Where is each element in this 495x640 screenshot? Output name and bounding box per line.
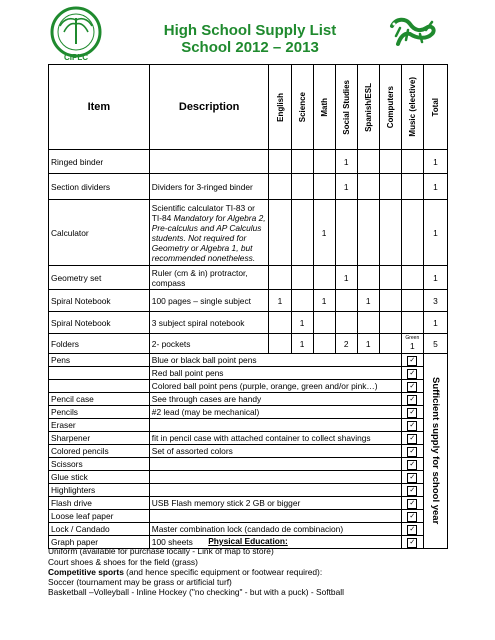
check-cell [401,445,423,458]
count-cell [313,174,335,200]
pe-line: Uniform (available for purchase locally - Link of map to store) [48,546,274,557]
item-cell: Calculator [49,200,150,266]
table-row [49,380,448,393]
item-cell: Lock / Candado [49,523,150,536]
count-cell: Green 1 [401,334,423,354]
count-cell [357,266,379,290]
count-cell: 1 [357,290,379,312]
table-row [49,484,448,497]
item-cell: Pens [49,354,150,367]
table-row [49,200,448,266]
check-cell [401,367,423,380]
count-cell [379,200,401,266]
description-cell: Scientific calculator TI-83 or TI-84 Mandatory for Algebra 2, Pre-calculus and AP Calculus students. Not required for Geometry or Algebra 1, but recommended nonetheless. [149,200,269,266]
col-description: Description [149,65,269,150]
item-cell: Pencil case [49,393,150,406]
count-cell [291,174,313,200]
count-cell [313,150,335,174]
count-cell [401,200,423,266]
physical-education [48,536,448,598]
count-cell [335,200,357,266]
count-cell: 1 [335,174,357,200]
pe-line: Basketball –Volleyball - Inline Hockey ("no checking" - but with a puck) - Softball [48,587,344,598]
count-cell [357,312,379,334]
table-row [49,510,448,523]
school-logo [46,6,106,62]
check-cell [401,354,423,367]
count-cell: 3 [423,290,447,312]
item-cell: Folders [49,334,150,354]
description-cell: Red ball point pens [149,367,401,380]
col-subject: Social Studies [335,65,357,150]
count-cell [335,290,357,312]
item-cell: Glue stick [49,471,150,484]
item-cell: Flash drive [49,497,150,510]
count-cell [401,312,423,334]
checkbox-checked-icon: ✓ [407,525,417,535]
item-cell: Pencils [49,406,150,419]
count-cell: 5 [423,334,447,354]
check-cell [401,419,423,432]
table-row [49,150,448,174]
checkbox-checked-icon: ✓ [407,447,417,457]
count-cell: 2 [335,334,357,354]
pe-title: Physical Education: [208,536,288,546]
item-cell [49,380,150,393]
col-subject: Spanish/ESL [357,65,379,150]
description-cell [149,458,401,471]
item-cell: Spiral Notebook [49,312,150,334]
col-subject: Science [291,65,313,150]
count-cell [313,266,335,290]
check-cell [401,432,423,445]
checkbox-checked-icon: ✓ [407,512,417,522]
checkbox-checked-icon: ✓ [407,434,417,444]
count-cell: 1 [313,200,335,266]
table-row [49,406,448,419]
count-cell [313,312,335,334]
description-cell: See through cases are handy [149,393,401,406]
table-row [49,290,448,312]
count-cell [357,200,379,266]
table-row [49,354,448,367]
table-row [49,367,448,380]
count-cell [269,150,291,174]
check-cell [401,510,423,523]
count-cell [291,266,313,290]
check-cell [401,523,423,536]
col-subject: Total [423,65,447,150]
description-cell: Blue or black ball point pens [149,354,401,367]
check-cell [401,406,423,419]
pe-line: Soccer (tournament may be grass or artificial turf) [48,577,232,588]
count-cell [291,290,313,312]
table-row [49,174,448,200]
checkbox-checked-icon: ✓ [407,473,417,483]
count-cell [269,312,291,334]
description-cell: 2- pockets [149,334,269,354]
count-cell: 1 [423,266,447,290]
item-cell: Section dividers [49,174,150,200]
item-cell: Scissors [49,458,150,471]
checkbox-checked-icon: ✓ [407,408,417,418]
description-cell: Colored ball point pens (purple, orange, green and/or pink…) [149,380,401,393]
col-subject: Math [313,65,335,150]
count-cell [291,200,313,266]
checkbox-checked-icon: ✓ [407,460,417,470]
item-cell: Spiral Notebook [49,290,150,312]
check-cell [401,393,423,406]
side-label-cell: Sufficient supply for school year [423,354,447,549]
count-cell: 1 [313,290,335,312]
count-cell: 1 [335,266,357,290]
header-row [49,65,448,150]
count-cell [401,174,423,200]
count-cell [401,150,423,174]
checkbox-checked-icon: ✓ [407,486,417,496]
count-cell [379,290,401,312]
checkbox-checked-icon: ✓ [407,369,417,379]
checkbox-checked-icon: ✓ [407,421,417,431]
table-row [49,471,448,484]
count-cell [379,266,401,290]
count-cell [401,266,423,290]
description-cell [149,471,401,484]
description-cell [149,484,401,497]
description-cell: #2 lead (may be mechanical) [149,406,401,419]
pe-line: Competitive sports (and hence specific equipment or footwear required): [48,566,323,577]
check-cell [401,380,423,393]
item-cell: Graph paper [49,536,150,549]
description-cell: 100 pages – single subject [149,290,269,312]
check-cell [401,497,423,510]
pe-line: Court shoes & shoes for the field (grass) [48,556,198,567]
count-cell: 1 [291,334,313,354]
supply-table [48,64,448,549]
description-cell: 3 subject spiral notebook [149,312,269,334]
table-row [49,266,448,290]
count-cell: 1 [291,312,313,334]
checkbox-checked-icon: ✓ [407,538,417,548]
count-cell [379,312,401,334]
count-cell: 1 [357,334,379,354]
check-cell [401,484,423,497]
table-row [49,312,448,334]
count-cell [269,334,291,354]
check-cell [401,458,423,471]
item-cell: Geometry set [49,266,150,290]
count-cell [269,266,291,290]
checkbox-checked-icon: ✓ [407,382,417,392]
page-title: High School Supply List School 2012 – 2013 [163,22,337,56]
count-cell: 1 [335,150,357,174]
description-cell [149,419,401,432]
col-subject: English [269,65,291,150]
count-cell [401,290,423,312]
count-cell: 1 [423,200,447,266]
description-cell: USB Flash memory stick 2 GB or bigger [149,497,401,510]
count-cell [335,312,357,334]
item-cell: Highlighters [49,484,150,497]
col-subject: Music (elective) [401,65,423,150]
description-cell [149,150,269,174]
table-row [49,334,448,354]
table-row [49,419,448,432]
lizard-logo-icon [386,12,438,52]
description-cell: Ruler (cm & in) protractor, compass [149,266,269,290]
checkbox-checked-icon: ✓ [407,499,417,509]
count-cell: 1 [423,174,447,200]
logo-text: CIPLC [64,53,88,62]
count-cell [291,150,313,174]
table-row [49,458,448,471]
table-row [49,432,448,445]
count-cell [313,334,335,354]
item-cell: Loose leaf paper [49,510,150,523]
description-cell: fit in pencil case with attached container to collect shavings [149,432,401,445]
item-cell: Colored pencils [49,445,150,458]
count-cell [357,150,379,174]
count-cell: 1 [269,290,291,312]
count-cell [379,150,401,174]
checkbox-checked-icon: ✓ [407,356,417,366]
count-cell: 1 [423,312,447,334]
count-cell: 1 [423,150,447,174]
table-row [49,445,448,458]
item-cell: Sharpener [49,432,150,445]
description-cell: Master combination lock (candado de combinacion) [149,523,401,536]
checkbox-checked-icon: ✓ [407,395,417,405]
count-cell [379,334,401,354]
item-cell [49,367,150,380]
count-cell [379,174,401,200]
description-cell: Set of assorted colors [149,445,401,458]
description-cell: 100 sheets [149,536,401,549]
count-cell [269,200,291,266]
count-cell [269,174,291,200]
table-row [49,497,448,510]
table-row [49,393,448,406]
item-cell: Eraser [49,419,150,432]
col-item: Item [49,65,150,150]
check-cell [401,471,423,484]
table-row [49,523,448,536]
col-subject: Computers [379,65,401,150]
description-cell: Dividers for 3-ringed binder [149,174,269,200]
description-cell [149,510,401,523]
item-cell: Ringed binder [49,150,150,174]
count-cell [357,174,379,200]
